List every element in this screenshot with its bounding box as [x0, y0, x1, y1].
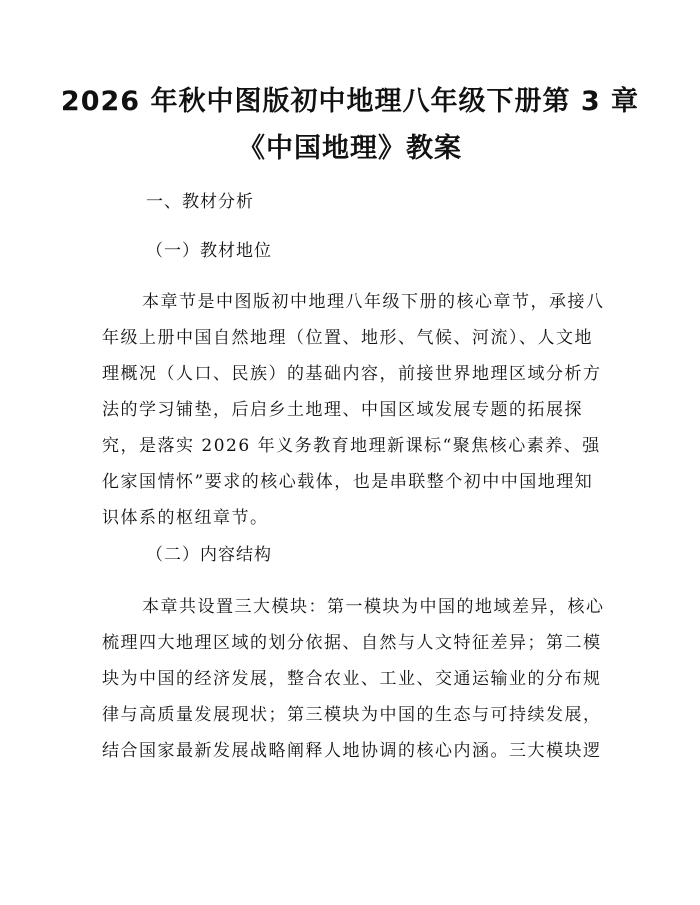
paragraph-line: 本章共设置三大模块：第一模块为中国的地域差异，核心 [142, 597, 605, 617]
paragraph-content-structure [102, 589, 605, 769]
paragraph-line: 梳理四大地理区域的划分依据、自然与人文特征差异；第二模 [102, 633, 602, 653]
paragraph-line: 识体系的枢纽章节。 [102, 508, 269, 528]
subsection-heading-textbook-position: （一）教材地位 [146, 241, 272, 261]
paragraph-line: 法的学习铺垫，后启乡土地理、中国区域发展专题的拓展探 [102, 400, 583, 420]
paragraph-line: 理概况（人口、民族）的基础内容，前接世界地理区域分析方 [102, 364, 602, 384]
paragraph-textbook-position [102, 284, 605, 536]
paragraph-line: 块为中国的经济发展，整合农业、工业、交通运输业的分布规 [102, 669, 602, 689]
subsection-heading-content-structure: （二）内容结构 [146, 545, 272, 565]
paragraph-line: 本章节是中图版初中地理八年级下册的核心章节，承接八 [142, 292, 605, 312]
section-heading-textbook-analysis: 一、教材分析 [146, 192, 254, 212]
paragraph-line: 律与高质量发展现状；第三模块为中国的生态与可持续发展， [102, 705, 602, 725]
document-title-line-1: 2026 年秋中图版初中地理八年级下册第 3 章 [60, 86, 640, 117]
document-title-line-2: 《中国地理》教案 [238, 133, 462, 164]
paragraph-line: 化家国情怀”要求的核心载体，也是串联整个初中中国地理知 [102, 472, 594, 492]
paragraph-line: 结合国家最新发展战略阐释人地协调的核心内涵。三大模块逻 [102, 741, 602, 761]
paragraph-line: 年级上册中国自然地理（位置、地形、气候、河流）、人文地 [102, 328, 593, 348]
paragraph-line: 究，是落实 2026 年义务教育地理新课标“聚焦核心素养、强 [102, 436, 601, 456]
